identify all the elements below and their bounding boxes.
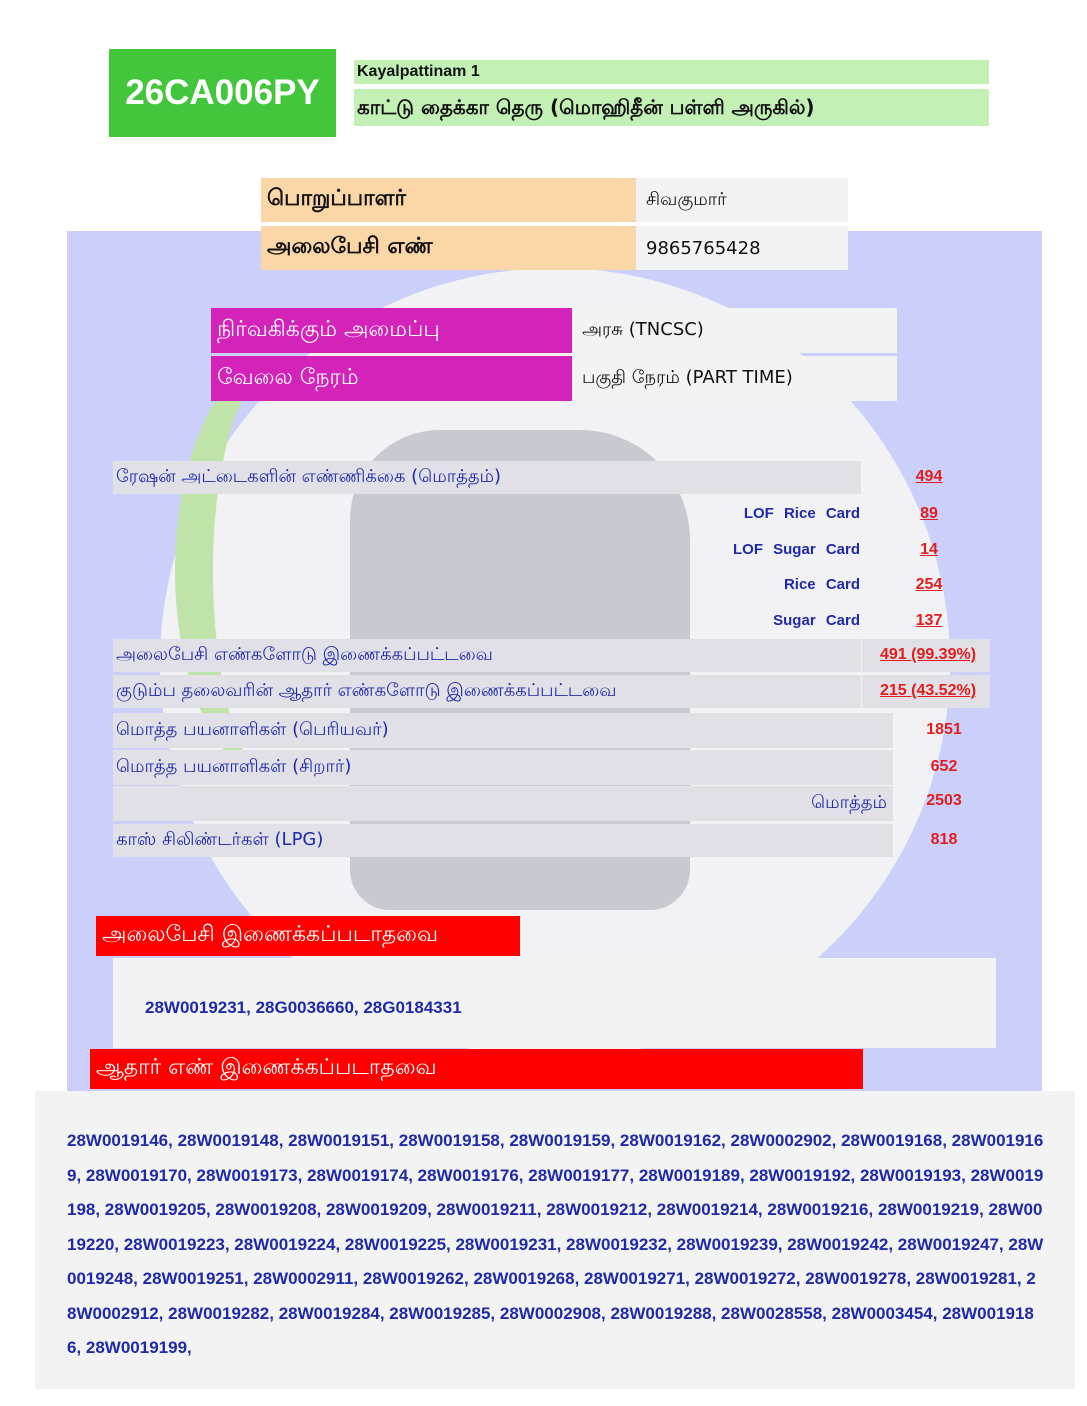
work-time-label: வேலை நேரம் xyxy=(211,356,572,401)
aadhaar-linked-label: குடும்ப தலைவரின் ஆதார் எண்களோடு இணைக்கப்பட்டவை xyxy=(113,675,861,708)
total-value: 2503 xyxy=(926,792,962,809)
sugar-card-label: Sugar Card xyxy=(773,612,860,629)
aadhaar-linked-value[interactable]: 215 (43.52%) xyxy=(879,682,977,699)
managed-by-value: அரசு (TNCSC) xyxy=(572,308,897,353)
rice-card-label: Rice Card xyxy=(783,576,860,593)
lof-sugar-label: LOF Sugar Card xyxy=(732,541,860,558)
adults-label: மொத்த பயனாளிகள் (பெரியவர்) xyxy=(113,713,893,748)
shop-code-badge: 26CA006PY xyxy=(109,49,336,137)
lpg-label: காஸ் சிலிண்டர்கள் (LPG) xyxy=(113,824,893,857)
unlinked-aadhaar-ids: 28W0019146, 28W0019148, 28W0019151, 28W0019158, 28W0019159, 28W0019162, 28W0002902, 28W0019168, 28W0019169, 28W0019170, 28W0019173, 28W0019174, 28W0019176, 28W0019177, 28W0019189, 28W0019192, 28W0019193, 28W0019198, 28W0019205, 28W0019208, 28W0019209, 28W0019211, 28W0019212, 28W0019214, 28W0019216, 28W0019219, 28W0019220, 28W0019223, 28W0019224, 28W0019225, 28W0019231, 28W0019232, 28W0019239, 28W0019242, 28W0019247, 28W0019248, 28W0019251, 28W0002911, 28W0019262, 28W0019268, 28W0019271, 28W0019272, 28W0019278, 28W0019281, 28W0002912, 28W0019282, 28W0019284, 28W0019285, 28W0002908, 28W0019288, 28W0028558, 28W0003454, 28W0019186, 28W0019199, xyxy=(67,1131,1044,1357)
incharge-label: பொறுப்பாளர் xyxy=(261,178,636,222)
managed-by-label: நிர்வகிக்கும் அமைப்பு xyxy=(211,308,572,353)
mobile-label: அலைபேசி எண் xyxy=(261,226,636,270)
location-street: காட்டு தைக்கா தெரு (மொஹிதீன் பள்ளி அருகில்) xyxy=(354,89,989,126)
mobile-linked-value[interactable]: 491 (99.39%) xyxy=(879,646,977,663)
lpg-value: 818 xyxy=(930,831,958,848)
lof-rice-label: LOF Rice Card xyxy=(743,505,860,522)
mobile-value: 9865765428 xyxy=(636,226,848,270)
incharge-value: சிவகுமார் xyxy=(636,178,848,222)
unlinked-aadhaar-heading: ஆதார் எண் இணைக்கப்படாதவை xyxy=(90,1049,863,1089)
unlinked-mobile-heading: அலைபேசி இணைக்கப்படாதவை xyxy=(96,916,520,956)
children-value: 652 xyxy=(930,758,958,775)
rice-card-value[interactable]: 254 xyxy=(915,576,943,593)
ration-cards-label: ரேஷன் அட்டைகளின் எண்ணிக்கை (மொத்தம்) xyxy=(113,461,861,494)
location-area: Kayalpattinam 1 xyxy=(354,60,989,84)
total-row xyxy=(113,786,893,821)
unlinked-mobile-ids: 28W0019231, 28G0036660, 28G0184331 xyxy=(145,998,462,1017)
work-time-value: பகுதி நேரம் (PART TIME) xyxy=(572,356,897,401)
lof-sugar-value[interactable]: 14 xyxy=(920,541,938,558)
children-label: மொத்த பயனாளிகள் (சிறார்) xyxy=(113,750,893,785)
total-label: மொத்தம் xyxy=(811,792,887,813)
mobile-linked-label: அலைபேசி எண்களோடு இணைக்கப்பட்டவை xyxy=(113,639,861,672)
ration-cards-value[interactable]: 494 xyxy=(915,468,943,485)
sugar-card-value[interactable]: 137 xyxy=(915,612,943,629)
adults-value: 1851 xyxy=(926,721,962,738)
lof-rice-value[interactable]: 89 xyxy=(920,505,938,522)
